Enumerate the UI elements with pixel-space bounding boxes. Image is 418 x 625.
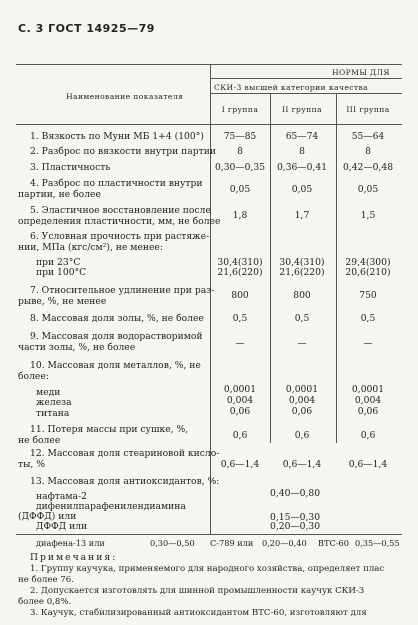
row-7-label-line-2: рыве, %, не менее (18, 296, 107, 307)
row-12-g3: 0,6—1,4 (348, 459, 388, 470)
row-13-sub-7-value: 0,35—0,55 (355, 538, 400, 548)
note-line-5: 3. Каучук, стабилизированный антиоксидантом ВТС-60, изготовляют для (30, 608, 367, 618)
norms-header: НОРМЫ ДЛЯ (332, 68, 390, 77)
row-5-g1: 1,8 (232, 210, 248, 221)
row-7-label-line-1: 7. Относительное удлинение при раз- (30, 285, 215, 296)
row-7-g1: 800 (231, 290, 249, 301)
row-9-g3: — (363, 338, 373, 349)
row-12-label-line-1: 12. Массовая доля стеариновой кисло- (30, 448, 220, 459)
row-8-g2: 0,5 (294, 313, 310, 324)
row-3-g3: 0,42—0,48 (342, 162, 394, 173)
row-2-g3: 8 (365, 146, 371, 157)
row-10-sub-2-g1: 0,004 (226, 395, 254, 406)
row-10-sub-3-g2: 0,06 (291, 406, 313, 417)
row-10-sub-1-g1: 0,0001 (223, 384, 257, 395)
row-6-sub-1-g1: 30,4(310) (217, 257, 263, 268)
row-10-sub-1-g3: 0,0001 (351, 384, 385, 395)
table-top-rule (16, 64, 402, 65)
group-1-header: I группа (221, 105, 259, 114)
row-13-sub-3-value: 0,15—0,30 (270, 512, 321, 523)
row-4-label-line-2: партии, не более (18, 189, 101, 200)
norms-rule (210, 78, 402, 79)
table-bottom-rule (16, 534, 402, 535)
row-5-label-line-2: определения пластичности, мм, не более (18, 216, 221, 227)
category-header: СКИ-3 высшей категории качества (214, 83, 369, 92)
row-13-sub-5-value: 0,30—0,50 (150, 538, 195, 548)
row-10-sub-2-label: железа (36, 397, 72, 408)
row-11-label-line-1: 11. Потеря массы при сушке, %, (30, 424, 189, 435)
row-10-sub-3-g1: 0,06 (229, 406, 251, 417)
row-12-label-line-2: ты, % (18, 459, 45, 470)
row-5-g3: 1,5 (360, 210, 376, 221)
row-13-sub-6-value: 0,20—0,40 (262, 538, 307, 548)
row-8-label: 8. Массовая доля золы, %, не более (30, 313, 204, 324)
row-10-label-line-1: 10. Массовая доля металлов, %, не (30, 360, 201, 371)
row-4-g1: 0,05 (229, 184, 251, 195)
row-6-label-line-1: 6. Условная прочность при растяже- (30, 231, 210, 242)
row-9-g2: — (297, 338, 307, 349)
row-13-sub-4-value: 0,20—0,30 (270, 521, 321, 532)
row-4-label-line-1: 4. Разброс по пластичности внутри (30, 178, 203, 189)
row-6-sub-2-g1: 21,6(220) (217, 267, 263, 278)
group-2-header: II группа (282, 105, 322, 114)
row-13-sub-4-label: ДФФД или (36, 521, 88, 532)
note-line-2: не более 76. (18, 575, 74, 585)
row-10-sub-3-label: титана (36, 408, 70, 419)
row-2-label: 2. Разброс по вязкости внутри партии (30, 146, 216, 157)
row-10-sub-3-g3: 0,06 (357, 406, 379, 417)
row-9-label-line-1: 9. Массовая доля водорастворимой (30, 331, 203, 342)
row-8-g1: 0,5 (232, 313, 248, 324)
col-name-header: Наименование показателя (66, 92, 184, 101)
category-rule (210, 93, 402, 94)
row-11-g3: 0,6 (360, 430, 376, 441)
row-13-sub-1-value: 0,40—0,80 (270, 488, 321, 499)
row-12-g1: 0,6—1,4 (220, 459, 260, 470)
row-6-sub-1-g3: 29,4(300) (345, 257, 391, 268)
group-3-header: III группа (346, 105, 390, 114)
row-1-g2: 65—74 (285, 131, 319, 142)
row-5-label-line-1: 5. Эластичное восстановление после (30, 205, 211, 216)
col-divider-3 (336, 93, 337, 443)
row-12-g2: 0,6—1,4 (282, 459, 322, 470)
note-line-4: более 0,8%. (18, 597, 72, 607)
row-9-g1: — (235, 338, 245, 349)
row-11-g1: 0,6 (232, 430, 248, 441)
row-3-g1: 0,30—0,35 (214, 162, 266, 173)
row-9-label-line-2: части золы, %, не более (18, 342, 136, 353)
note-line-1: 1. Группу каучука, применяемого для народного хозяйства, определяет плас (30, 564, 385, 574)
row-1-g1: 75—85 (223, 131, 257, 142)
row-5-g2: 1,7 (294, 210, 310, 221)
row-13-sub-3-label: (ДФФД) или (18, 511, 77, 522)
header-bottom-rule (16, 124, 402, 125)
row-11-label-line-2: не более (18, 435, 61, 446)
row-3-label: 3. Пластичность (30, 162, 111, 173)
row-6-sub-2-label: при 100°С (36, 267, 87, 278)
row-3-g2: 0,36—0,41 (276, 162, 328, 173)
row-6-sub-2-g2: 21,6(220) (279, 267, 325, 278)
notes-title: Примечания: (30, 552, 118, 563)
row-13-sub-5-label: диафена-13 или (36, 538, 105, 548)
row-13-sub-6-label: С-789 или (210, 538, 254, 548)
row-10-sub-2-g3: 0,004 (354, 395, 382, 406)
row-13-sub-7-label: ВТС-60 (318, 538, 349, 548)
row-8-g3: 0,5 (360, 313, 376, 324)
row-4-g3: 0,05 (357, 184, 379, 195)
row-7-g3: 750 (359, 290, 377, 301)
row-6-sub-1-label: при 23°С (36, 257, 81, 268)
row-6-sub-2-g3: 20,6(210) (345, 267, 391, 278)
row-10-label-line-2: более: (18, 371, 49, 382)
row-2-g1: 8 (237, 146, 243, 157)
row-10-sub-2-g2: 0,004 (288, 395, 316, 406)
note-line-3: 2. Допускается изготовлять для шинной промышленности каучук СКИ-3 (30, 586, 365, 596)
row-4-g2: 0,05 (291, 184, 313, 195)
row-10-sub-1-label: меди (36, 387, 61, 398)
row-6-label-line-2: нии, МПа (кгс/см²), не менее: (18, 242, 163, 253)
row-13-label: 13. Массовая доля антиоксидантов, %: (30, 476, 220, 487)
col-divider-2 (270, 93, 271, 443)
row-7-g2: 800 (293, 290, 311, 301)
row-13-sub-1-label: нафтама-2 (36, 491, 87, 502)
row-10-sub-1-g2: 0,0001 (285, 384, 319, 395)
page-header: С. 3 ГОСТ 14925—79 (18, 22, 155, 35)
row-2-g2: 8 (299, 146, 305, 157)
row-6-sub-1-g2: 30,4(310) (279, 257, 325, 268)
row-13-sub-2-label: дифенилпарафенилендиамина (36, 501, 186, 512)
row-1-label: 1. Вязкость по Муни МБ 1+4 (100°) (30, 131, 204, 142)
row-1-g3: 55—64 (351, 131, 385, 142)
row-11-g2: 0,6 (294, 430, 310, 441)
